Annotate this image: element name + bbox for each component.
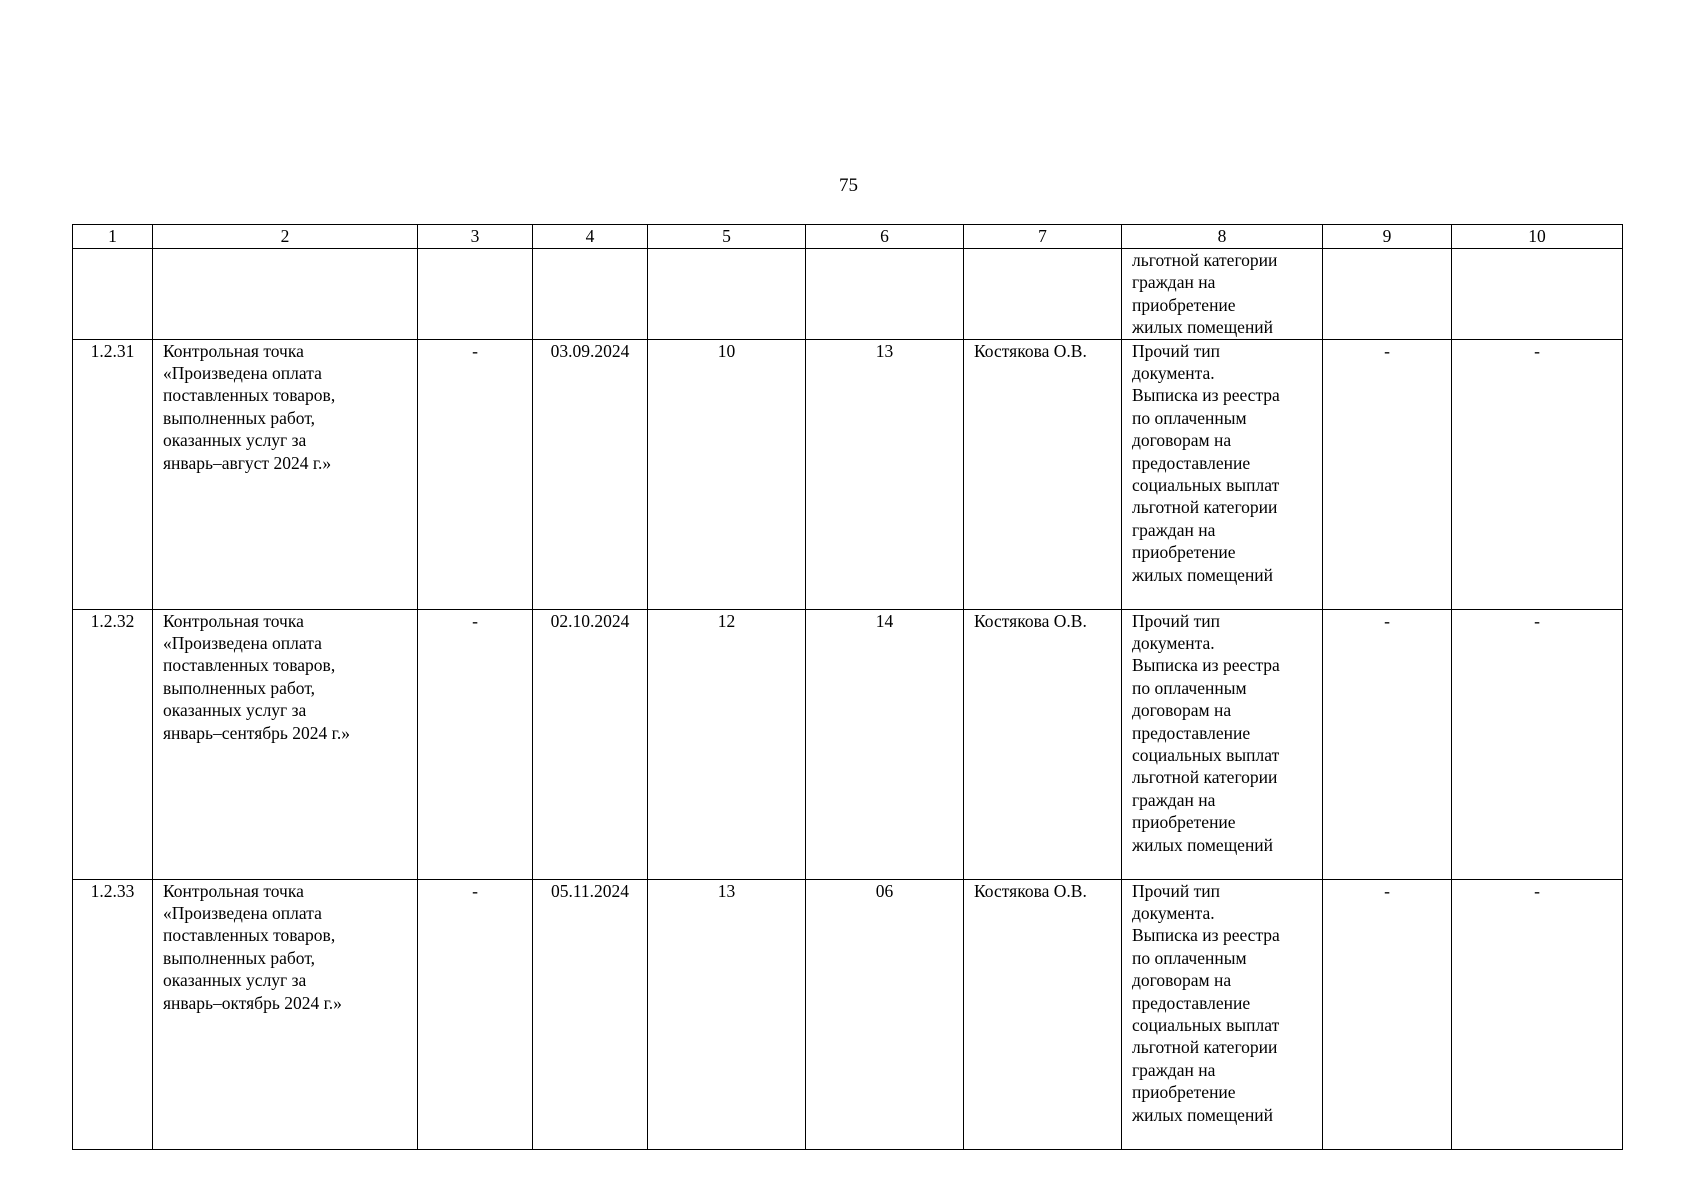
col3-cell: - [418,879,533,1149]
col3-cell: - [418,609,533,879]
col9-cell: - [1323,609,1452,879]
date-cell: 02.10.2024 [533,609,648,879]
description-cell: Контрольная точка «Произведена оплата поставленных товаров, выполненных работ, оказанных услуг за январь–сентябрь 2024 г.» [153,609,418,879]
column-header: 8 [1122,225,1323,249]
schedule-table [72,224,1623,1150]
table-cell [806,249,964,340]
document-type-cell: Прочий тип документа. Выписка из реестра по оплаченным договорам на предоставление социальных выплат льготной категории граждан на приобретение жилых помещений [1122,609,1323,879]
col5-cell: 12 [648,609,806,879]
row-number-cell: 1.2.32 [73,609,153,879]
description-cell: Контрольная точка «Произведена оплата поставленных товаров, выполненных работ, оказанных услуг за январь–октябрь 2024 г.» [153,879,418,1149]
responsible-cell: Костякова О.В. [964,609,1122,879]
table-cell [153,249,418,340]
date-cell: 05.11.2024 [533,879,648,1149]
table-cell [648,249,806,340]
table-cell [73,249,153,340]
table-cell [533,249,648,340]
document-type-cell: Прочий тип документа. Выписка из реестра по оплаченным договорам на предоставление социальных выплат льготной категории граждан на приобретение жилых помещений [1122,339,1323,609]
document-type-cell: Прочий тип документа. Выписка из реестра по оплаченным договорам на предоставление социальных выплат льготной категории граждан на приобретение жилых помещений [1122,879,1323,1149]
column-header: 5 [648,225,806,249]
table-header-row [73,225,1623,249]
date-cell: 03.09.2024 [533,339,648,609]
col6-cell: 14 [806,609,964,879]
col5-cell: 10 [648,339,806,609]
col10-cell: - [1452,339,1623,609]
description-cell: Контрольная точка «Произведена оплата поставленных товаров, выполненных работ, оказанных услуг за январь–август 2024 г.» [153,339,418,609]
table-cell [964,249,1122,340]
continuation-row [73,249,1623,340]
column-header: 6 [806,225,964,249]
table-cell [418,249,533,340]
table-cell [1452,249,1623,340]
column-header: 1 [73,225,153,249]
row-number-cell: 1.2.33 [73,879,153,1149]
col9-cell: - [1323,339,1452,609]
page-number: 75 [839,175,858,196]
document-type-cell: льготной категории граждан на приобретение жилых помещений [1122,249,1323,340]
responsible-cell: Костякова О.В. [964,879,1122,1149]
column-header: 7 [964,225,1122,249]
col5-cell: 13 [648,879,806,1149]
col6-cell: 06 [806,879,964,1149]
col9-cell: - [1323,879,1452,1149]
col10-cell: - [1452,609,1623,879]
table-row [73,879,1623,1149]
table-row [73,339,1623,609]
column-header: 4 [533,225,648,249]
row-number-cell: 1.2.31 [73,339,153,609]
column-header: 2 [153,225,418,249]
col6-cell: 13 [806,339,964,609]
column-header: 3 [418,225,533,249]
table-cell [1323,249,1452,340]
table-row [73,609,1623,879]
col3-cell: - [418,339,533,609]
col10-cell: - [1452,879,1623,1149]
column-header: 9 [1323,225,1452,249]
responsible-cell: Костякова О.В. [964,339,1122,609]
column-header: 10 [1452,225,1623,249]
